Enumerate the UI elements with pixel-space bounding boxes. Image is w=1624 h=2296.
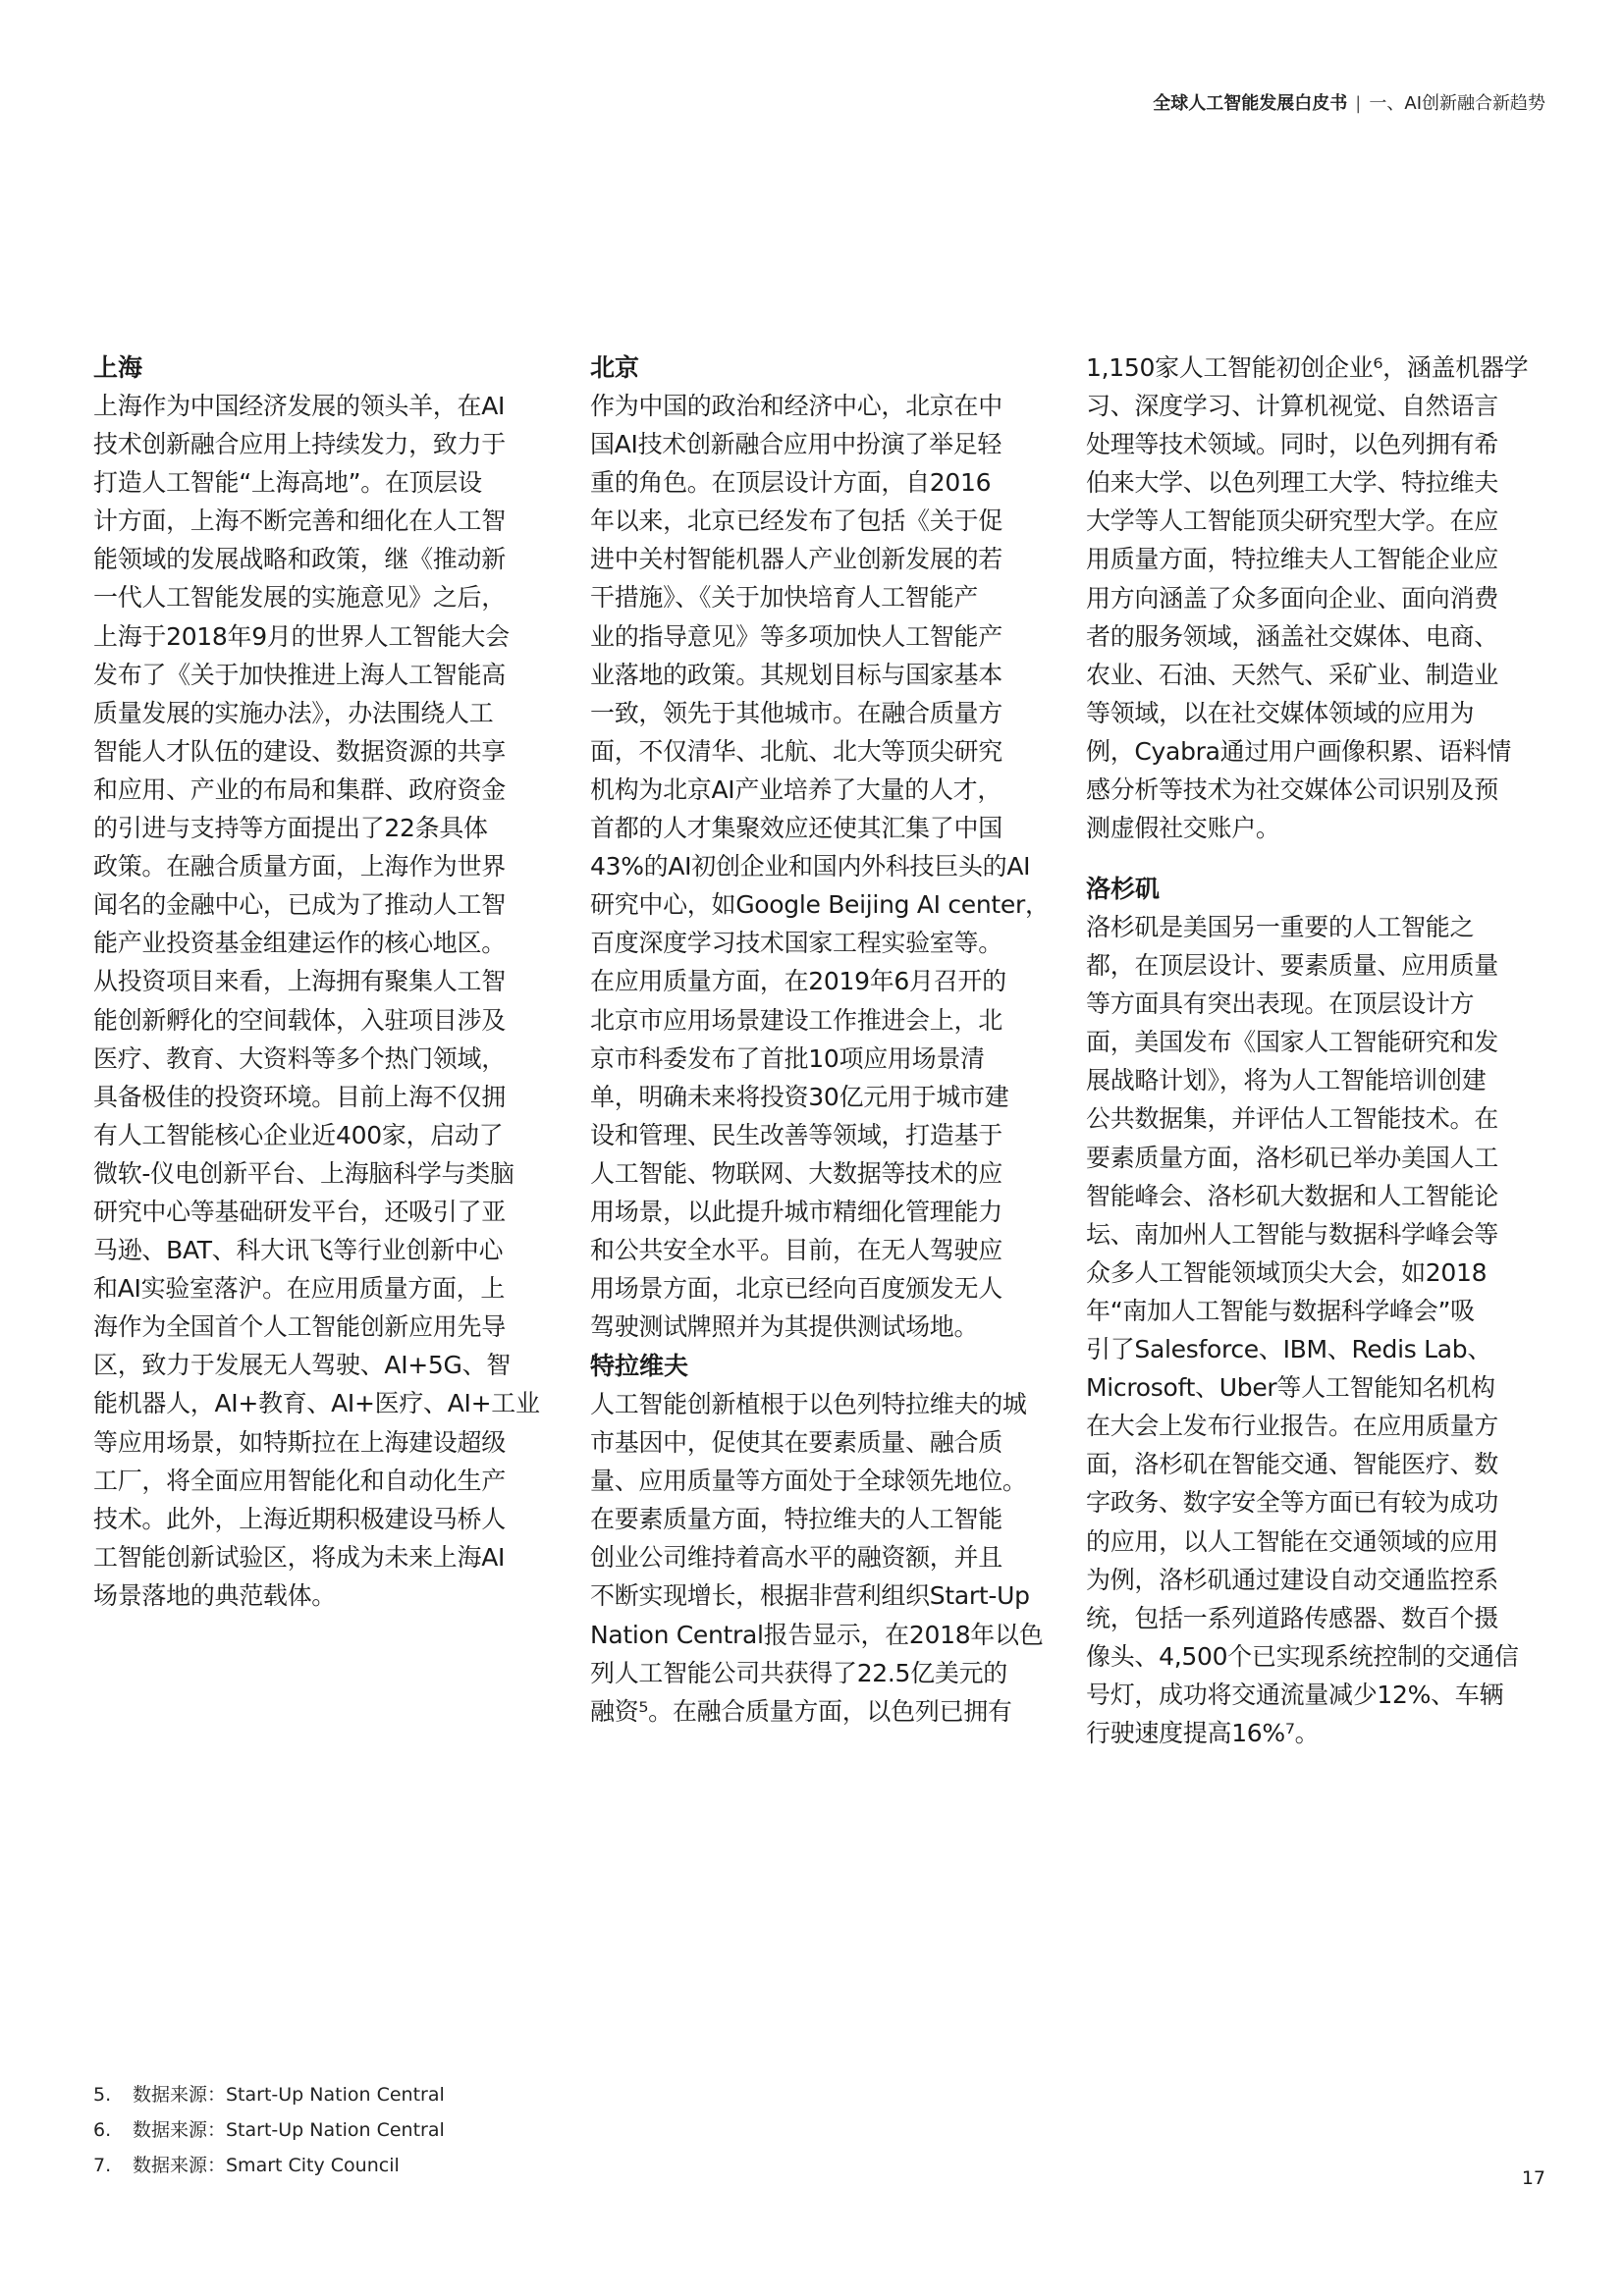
paragraph-line: 面，不仅清华、北航、北大等顶尖研究 <box>590 736 1002 766</box>
footnote-number: 6. <box>93 2119 112 2141</box>
paragraph-line: 打造人工智能“上海高地”。在顶层设 <box>93 468 482 498</box>
paragraph-line: 计方面，上海不断完善和细化在人工智 <box>93 507 506 536</box>
paragraph-line: 引了Salesforce、IBM、Redis Lab、 <box>1086 1335 1492 1364</box>
paragraph-line: 研究中心，如Google Beijing AI center， <box>590 890 1050 920</box>
paragraph-line: 众多人工智能领域顶尖大会，如2018 <box>1086 1257 1488 1287</box>
paragraph-line: 一致，领先于其他城市。在融合质量方 <box>590 698 1002 727</box>
paragraph-line: 工智能创新试验区，将成为未来上海AI <box>93 1542 506 1572</box>
paragraph-line: 上海作为中国经济发展的领头羊，在AI <box>93 392 506 420</box>
paragraph-line: 人工智能创新植根于以色列特拉维夫的城 <box>590 1390 1027 1418</box>
paragraph-line: 面，美国发布《国家人工智能研究和发 <box>1086 1028 1498 1057</box>
paragraph-line: 北京市应用场景建设工作推进会上，北 <box>590 1005 1002 1035</box>
footnote-text: 数据来源：Smart City Council <box>133 2155 400 2176</box>
paragraph-line: 从投资项目来看，上海拥有聚集人工智 <box>93 967 506 996</box>
paragraph-line: 洛杉矶是美国另一重要的人工智能之 <box>1086 913 1475 941</box>
paragraph-line: 年“南加人工智能与数据科学峰会”吸 <box>1086 1296 1475 1325</box>
footnotes <box>93 2077 781 2183</box>
paragraph-line: 具备极佳的投资环境。目前上海不仅拥 <box>93 1082 506 1111</box>
paragraph-line: 用质量方面，特拉维夫人工智能企业应 <box>1086 545 1498 574</box>
paragraph-line: 感分析等技术为社交媒体公司识别及预 <box>1086 775 1498 805</box>
footnote <box>93 2112 781 2148</box>
paragraph-line: 创业公司维持着高水平的融资额，并且 <box>590 1543 1002 1573</box>
section-heading: 洛杉矶 <box>1086 875 1161 903</box>
paragraph-line: 例，Cyabra通过用户画像积累、语料情 <box>1086 736 1512 766</box>
document-title: 全球人工智能发展白皮书 <box>1153 93 1348 114</box>
paragraph-line: 习、深度学习、计算机视觉、自然语言 <box>1086 392 1498 421</box>
paragraph-line: 能创新孵化的空间载体，入驻项目涉及 <box>93 1005 506 1035</box>
paragraph-line: 像头、4,500个已实现系统控制的交通信 <box>1086 1641 1519 1671</box>
paragraph-line: 测虚假社交账户。 <box>1086 814 1280 843</box>
paragraph-line: 年以来，北京已经发布了包括《关于促 <box>590 507 1002 536</box>
paragraph-line: 智能人才队伍的建设、数据资源的共享 <box>93 736 506 766</box>
paragraph-line: 能机器人，AI+教育、AI+医疗、AI+工业 <box>93 1389 540 1418</box>
paragraph-line: 为例，洛杉矶通过建设自动交通监控系 <box>1086 1565 1498 1594</box>
paragraph-line: 和公共安全水平。目前，在无人驾驶应 <box>590 1236 1002 1265</box>
paragraph-line: 伯来大学、以色列理工大学、特拉维夫 <box>1086 468 1498 498</box>
paragraph-line: 和应用、产业的布局和集群、政府资金 <box>93 774 506 804</box>
footnote-number: 7. <box>93 2155 112 2176</box>
paragraph-line: 1,150家人工智能初创企业⁶，涵盖机器学 <box>1086 353 1529 382</box>
paragraph-line: 医疗、教育、大资料等多个热门领域， <box>93 1043 506 1073</box>
paragraph-line: 发布了《关于加快推进上海人工智能高 <box>93 660 506 689</box>
paragraph-line: 上海于2018年9月的世界人工智能大会 <box>93 621 510 651</box>
footnote <box>93 2148 781 2183</box>
paragraph-line: 大学等人工智能顶尖研究型大学。在应 <box>1086 507 1498 536</box>
paragraph-line: 技术创新融合应用上持续发力，致力于 <box>93 430 506 459</box>
section-tel-aviv <box>590 1347 1052 1731</box>
paragraph-line: 一代人工智能发展的实施意见》之后， <box>93 583 506 613</box>
paragraph-line: 公共数据集，并评估人工智能技术。在 <box>1086 1104 1498 1134</box>
paragraph-line: 国AI技术创新融合应用中扮演了举足轻 <box>590 430 1002 459</box>
section-heading: 上海 <box>93 353 143 382</box>
paragraph-line: 和AI实验室落沪。在应用质量方面，上 <box>93 1274 506 1304</box>
paragraph-line: 设和管理、民生改善等领域，打造基于 <box>590 1120 1002 1149</box>
paragraph-line: 字政务、数字安全等方面已有较为成功 <box>1086 1488 1498 1518</box>
paragraph-line: 业的指导意见》等多项加快人工智能产 <box>590 621 1002 651</box>
footnote-text: 数据来源：Start-Up Nation Central <box>133 2084 445 2106</box>
paragraph-line: 重的角色。在顶层设计方面，自2016 <box>590 468 992 498</box>
header-separator: | <box>1355 93 1362 114</box>
paragraph-line: 能领域的发展战略和政策，继《推动新 <box>93 545 506 574</box>
paragraph-line: 智能峰会、洛杉矶大数据和人工智能论 <box>1086 1181 1498 1210</box>
footnote <box>93 2077 781 2112</box>
footnote-text: 数据来源：Start-Up Nation Central <box>133 2119 445 2141</box>
section-beijing <box>590 348 1052 1346</box>
paragraph-line: 闻名的金融中心，已成为了推动人工智 <box>93 890 506 920</box>
paragraph-line: 43%的AI初创企业和国内外科技巨头的AI <box>590 852 1031 881</box>
section-los-angeles <box>1086 870 1547 1752</box>
paragraph-line: 场景落地的典范载体。 <box>93 1580 337 1610</box>
paragraph-line: 单，明确未来将投资30亿元用于城市建 <box>590 1082 1009 1111</box>
paragraph-line: 要素质量方面，洛杉矶已举办美国人工 <box>1086 1143 1498 1172</box>
section-heading: 特拉维夫 <box>590 1352 689 1380</box>
paragraph-line: 号灯，成功将交通流量减少12%、车辆 <box>1086 1680 1504 1709</box>
paragraph-line: Microsoft、Uber等人工智能知名机构 <box>1086 1373 1495 1403</box>
paragraph-line: 不断实现增长，根据非营利组织Start-Up <box>590 1581 1030 1611</box>
paragraph-line: 的应用，以人工智能在交通领域的应用 <box>1086 1526 1498 1556</box>
paragraph-line: 机构为北京AI产业培养了大量的人才， <box>590 774 1002 804</box>
paragraph-line: 驾驶测试牌照并为其提供测试场地。 <box>590 1312 979 1342</box>
paragraph-line: 等领域，以在社交媒体领域的应用为 <box>1086 698 1475 727</box>
section-heading: 北京 <box>590 353 640 382</box>
paragraph-line: 研究中心等基础研发平台，还吸引了亚 <box>93 1197 506 1226</box>
paragraph-line: 列人工智能公司共获得了22.5亿美元的 <box>590 1658 1007 1687</box>
paragraph-line: 市基因中，促使其在要素质量、融合质 <box>590 1428 1002 1458</box>
paragraph-line: 等应用场景，如特斯拉在上海建设超级 <box>93 1427 506 1457</box>
paragraph-line: 的引进与支持等方面提出了22条具体 <box>93 814 488 843</box>
paragraph-line: 区，致力于发展无人驾驶、AI+5G、智 <box>93 1351 512 1380</box>
paragraph-line: 进中关村智能机器人产业创新发展的若 <box>590 545 1002 574</box>
paragraph-line: 人工智能、物联网、大数据等技术的应 <box>590 1158 1002 1188</box>
paragraph-line: 在要素质量方面，特拉维夫的人工智能 <box>590 1505 1002 1534</box>
paragraph-line: 海作为全国首个人工智能创新应用先导 <box>93 1312 506 1342</box>
paragraph-line: 者的服务领域，涵盖社交媒体、电商、 <box>1086 621 1498 651</box>
paragraph-line: 处理等技术领域。同时，以色列拥有希 <box>1086 430 1498 459</box>
paragraph-line: 用方向涵盖了众多面向企业、面向消费 <box>1086 583 1498 613</box>
paragraph-line: 马逊、BAT、科大讯飞等行业创新中心 <box>93 1236 504 1265</box>
paragraph-line: 统，包括一系列道路传感器、数百个摄 <box>1086 1603 1498 1632</box>
paragraph-line: 等方面具有突出表现。在顶层设计方 <box>1086 989 1475 1019</box>
paragraph-line: 有人工智能核心企业近400家，启动了 <box>93 1120 504 1149</box>
section-tel-aviv-continued <box>1086 348 1547 847</box>
paragraph-line: 作为中国的政治和经济中心，北京在中 <box>590 392 1002 420</box>
paragraph-line: 坛、南加州人工智能与数据科学峰会等 <box>1086 1219 1498 1249</box>
paragraph-line: 能产业投资基金组建运作的核心地区。 <box>93 929 506 958</box>
paragraph-line: 工厂，将全面应用智能化和自动化生产 <box>93 1466 506 1495</box>
paragraph-line: 面，洛杉矶在智能交通、智能医疗、数 <box>1086 1450 1498 1479</box>
section-shanghai <box>93 348 555 1615</box>
paragraph-line: 行驶速度提高16%⁷。 <box>1086 1718 1320 1747</box>
paragraph-line: 融资⁵。在融合质量方面，以色列已拥有 <box>590 1696 1012 1726</box>
section-title: 一、AI创新融合新趋势 <box>1369 93 1545 114</box>
paragraph-line: 首都的人才集聚效应还使其汇集了中国 <box>590 814 1002 843</box>
paragraph-line: 百度深度学习技术国家工程实验室等。 <box>590 929 1002 958</box>
paragraph-line: 量、应用质量等方面处于全球领先地位。 <box>590 1467 1027 1496</box>
paragraph-line: 用场景方面，北京已经向百度颁发无人 <box>590 1274 1002 1304</box>
paragraph-line: 农业、石油、天然气、采矿业、制造业 <box>1086 660 1498 689</box>
footnote-number: 5. <box>93 2084 112 2106</box>
paragraph-line: 业落地的政策。其规划目标与国家基本 <box>590 660 1002 689</box>
paragraph-line: 技术。此外，上海近期积极建设马桥人 <box>93 1504 506 1533</box>
paragraph-line: 在应用质量方面，在2019年6月召开的 <box>590 967 1006 996</box>
paragraph-line: 用场景，以此提升城市精细化管理能力 <box>590 1197 1002 1226</box>
paragraph-line: 微软-仪电创新平台、上海脑科学与类脑 <box>93 1158 514 1188</box>
paragraph-line: 都，在顶层设计、要素质量、应用质量 <box>1086 951 1498 981</box>
paragraph-line: 在大会上发布行业报告。在应用质量方 <box>1086 1412 1498 1441</box>
paragraph-line: 干措施》、《关于加快培育人工智能产 <box>590 583 978 613</box>
paragraph-line: 政策。在融合质量方面，上海作为世界 <box>93 852 506 881</box>
paragraph-line: Nation Central报告显示，在2018年以色 <box>590 1620 1044 1649</box>
running-header <box>1153 90 1545 118</box>
paragraph-line: 京市科委发布了首批10项应用场景清 <box>590 1043 985 1073</box>
paragraph-line: 展战略计划》，将为人工智能培训创建 <box>1086 1066 1487 1095</box>
page-number: 17 <box>1521 2167 1545 2189</box>
paragraph-line: 质量发展的实施办法》，办法围绕人工 <box>93 698 494 727</box>
